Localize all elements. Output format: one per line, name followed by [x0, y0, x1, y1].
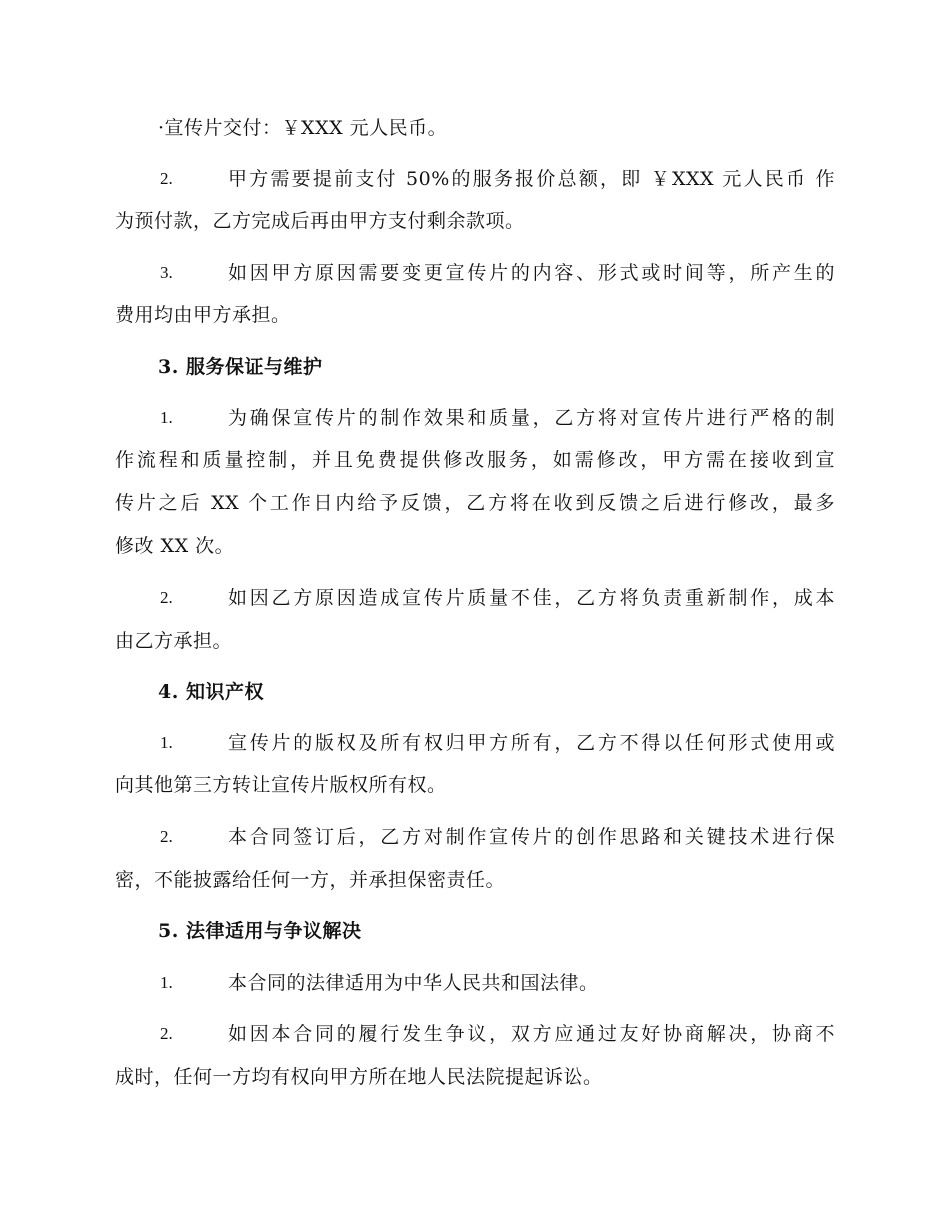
section-5-item-2-number: 2. — [160, 1024, 173, 1043]
payment-item-3-number: 3. — [160, 263, 173, 282]
section-3-item-2-line1: 如因乙方原因造成宣传片质量不佳，乙方将负责重新制作，成本 — [228, 587, 835, 609]
section-3-item-2-number: 2. — [160, 588, 173, 607]
payment-item-2-line1: 甲方需要提前支付 50%的服务报价总额，即 ￥XXX 元人民币 作 — [228, 168, 835, 190]
section-5-heading: 5. 法律适用与争议解决 — [158, 920, 362, 942]
section-3-item-2-line2: 由乙方承担。 — [115, 630, 233, 652]
section-5-item-2-line2: 成时，任何一方均有权向甲方所在地人民法院提起诉讼。 — [115, 1066, 603, 1088]
payment-item-2-number: 2. — [160, 169, 173, 188]
section-5-item-1-number: 1. — [160, 973, 173, 992]
section-3-item-1-line4: 修改 XX 次。 — [115, 535, 235, 557]
section-3-item-1-line3: 传片之后 XX 个工作日内给予反馈，乙方将在收到反馈之后进行修改，最多 — [115, 492, 835, 514]
section-3-item-1-line1: 为确保宣传片的制作效果和质量，乙方将对宣传片进行严格的制 — [228, 407, 835, 429]
section-4-item-2-line1: 本合同签订后，乙方对制作宣传片的创作思路和关键技术进行保 — [228, 826, 835, 848]
section-3-item-1-line2: 作流程和质量控制，并且免费提供修改服务，如需修改，甲方需在接收到宣 — [115, 449, 835, 471]
section-4-item-1-line2: 向其他第三方转让宣传片版权所有权。 — [115, 774, 447, 796]
payment-item-2-line2: 为预付款，乙方完成后再由甲方支付剩余款项。 — [115, 210, 525, 232]
payment-item-3-line2: 费用均由甲方承担。 — [115, 304, 291, 326]
section-5-item-1-line1: 本合同的法律适用为中华人民共和国法律。 — [228, 972, 599, 994]
section-5-item-2-line1: 如因本合同的履行发生争议，双方应通过友好协商解决，协商不 — [228, 1023, 835, 1045]
section-4-item-2-line2: 密，不能披露给任何一方，并承担保密责任。 — [115, 869, 506, 891]
section-4-item-1-line1: 宣传片的版权及所有权归甲方所有，乙方不得以任何形式使用或 — [228, 732, 835, 754]
section-4-item-1-number: 1. — [160, 733, 173, 752]
section-3-heading: 3. 服务保证与维护 — [158, 356, 323, 378]
payment-item-3-line1: 如因甲方原因需要变更宣传片的内容、形式或时间等，所产生的 — [228, 262, 835, 284]
bullet-delivery: ·宣传片交付：￥XXX 元人民币。 — [158, 117, 448, 139]
section-4-item-2-number: 2. — [160, 827, 173, 846]
section-4-heading: 4. 知识产权 — [158, 681, 264, 703]
section-3-item-1-number: 1. — [160, 408, 173, 427]
